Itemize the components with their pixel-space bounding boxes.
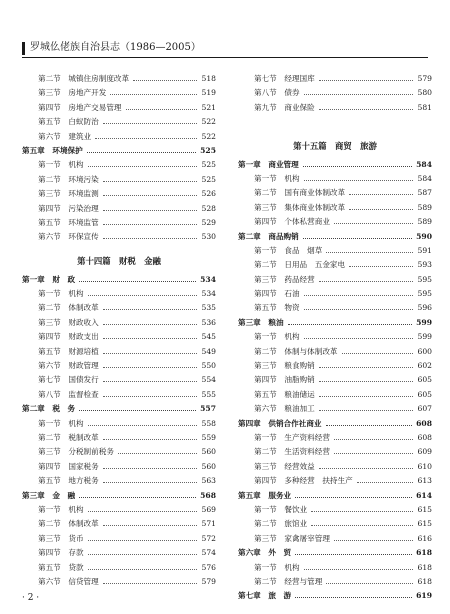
dot-leader xyxy=(88,166,197,167)
toc-section-entry[interactable] xyxy=(22,503,216,517)
entry-title: 第一节 机构 xyxy=(38,418,84,428)
entry-page-number: 602 xyxy=(417,361,432,371)
entry-page-number: 591 xyxy=(417,245,432,255)
toc-section-entry[interactable] xyxy=(22,316,216,330)
entry-page-number: 619 xyxy=(416,591,432,601)
toc-section-entry[interactable] xyxy=(238,258,432,272)
dot-leader xyxy=(304,338,413,339)
dot-leader xyxy=(103,439,197,440)
page-number: · 2 · xyxy=(22,593,40,603)
dot-leader xyxy=(295,597,412,598)
entry-page-number: 584 xyxy=(416,159,432,169)
toc-section-entry[interactable] xyxy=(22,101,216,115)
entry-page-number: 576 xyxy=(201,562,216,572)
entry-title: 第五节 粮油储运 xyxy=(254,389,315,399)
entry-title: 第七节 国债发行 xyxy=(38,375,99,385)
dot-leader xyxy=(349,194,413,195)
dot-leader xyxy=(304,569,413,570)
dot-leader xyxy=(103,525,197,526)
dot-leader xyxy=(103,468,197,469)
toc-left-column xyxy=(22,72,216,589)
dot-leader xyxy=(311,525,413,526)
dot-leader xyxy=(103,210,197,211)
toc-section-entry[interactable] xyxy=(238,373,432,387)
toc-section-entry[interactable] xyxy=(238,359,432,373)
dot-leader xyxy=(79,281,196,282)
dot-leader xyxy=(334,223,413,224)
toc-chapter-entry[interactable] xyxy=(238,546,432,560)
entry-title: 第八节 监督检查 xyxy=(38,389,99,399)
running-header xyxy=(22,40,428,58)
entry-page-number: 560 xyxy=(201,447,216,457)
dot-leader xyxy=(319,410,413,411)
toc-section-entry[interactable] xyxy=(22,417,216,431)
dot-leader xyxy=(288,324,412,325)
dot-leader xyxy=(103,181,197,182)
entry-page-number: 529 xyxy=(201,217,216,227)
entry-title: 第二节 经营与管理 xyxy=(254,576,323,586)
dot-leader xyxy=(303,166,412,167)
entry-page-number: 522 xyxy=(201,117,216,127)
dot-leader xyxy=(88,540,197,541)
entry-page-number: 615 xyxy=(417,504,432,514)
toc-section-entry[interactable] xyxy=(238,561,432,575)
entry-page-number: 618 xyxy=(416,548,432,558)
toc-section-entry[interactable] xyxy=(22,173,216,187)
entry-title: 第五节 财源培植 xyxy=(38,346,99,356)
dot-leader xyxy=(319,468,413,469)
toc-section-entry[interactable] xyxy=(22,202,216,216)
entry-page-number: 618 xyxy=(417,576,432,586)
entry-page-number: 593 xyxy=(417,260,432,270)
dot-leader xyxy=(126,109,197,110)
entry-page-number: 536 xyxy=(201,317,216,327)
toc-chapter-entry[interactable] xyxy=(22,144,216,158)
entry-title: 第五节 白蚁防治 xyxy=(38,117,99,127)
entry-title: 第二节 体制改革 xyxy=(38,303,99,313)
toc-section-entry[interactable] xyxy=(22,359,216,373)
entry-page-number: 595 xyxy=(417,274,432,284)
entry-title: 第四章 供销合作社商业 xyxy=(238,418,322,428)
dot-leader xyxy=(334,540,413,541)
dot-leader xyxy=(326,425,412,426)
entry-page-number: 615 xyxy=(417,519,432,529)
dot-leader xyxy=(349,209,413,210)
entry-page-number: 610 xyxy=(417,461,432,471)
entry-title: 第一章 财 政 xyxy=(22,274,76,284)
entry-title: 第四节 石油 xyxy=(254,289,300,299)
entry-title: 第六节 环保宣传 xyxy=(38,232,99,242)
entry-title: 第三节 经营效益 xyxy=(254,461,315,471)
toc-section-entry[interactable] xyxy=(22,301,216,315)
entry-title: 第二章 商品购销 xyxy=(238,231,299,241)
dot-leader xyxy=(103,482,197,483)
spacer xyxy=(238,115,432,129)
entry-title: 第六章 外 贸 xyxy=(238,548,292,558)
entry-page-number: 595 xyxy=(417,289,432,299)
dot-leader xyxy=(103,195,197,196)
dot-leader xyxy=(103,353,197,354)
dot-leader xyxy=(103,338,197,339)
entry-page-number: 605 xyxy=(417,375,432,385)
toc-chapter-entry[interactable] xyxy=(238,589,432,603)
toc-section-entry[interactable] xyxy=(22,230,216,244)
toc-section-entry[interactable] xyxy=(22,158,216,172)
toc-section-entry[interactable] xyxy=(22,287,216,301)
entry-title: 第七节 经理国库 xyxy=(254,74,315,83)
entry-page-number: 571 xyxy=(201,519,216,529)
toc-section-entry[interactable] xyxy=(238,503,432,517)
dot-leader xyxy=(295,497,412,498)
entry-title: 第五节 物资 xyxy=(254,303,300,313)
entry-page-number: 589 xyxy=(417,202,432,212)
dot-leader xyxy=(88,511,197,512)
dot-leader xyxy=(103,123,197,124)
dot-leader xyxy=(79,497,196,498)
entry-title: 第一节 机构 xyxy=(254,562,300,572)
toc-section-entry[interactable] xyxy=(238,172,432,186)
entry-title: 第三章 金 融 xyxy=(22,490,76,500)
toc-section-entry[interactable] xyxy=(238,273,432,287)
toc-section-entry[interactable] xyxy=(238,186,432,200)
dot-leader xyxy=(103,309,197,310)
entry-page-number: 549 xyxy=(201,346,216,356)
entry-page-number: 525 xyxy=(201,174,216,184)
entry-title: 第一节 餐饮业 xyxy=(254,504,308,514)
entry-title: 第三节 集体商业体制改革 xyxy=(254,202,346,212)
entry-page-number: 518 xyxy=(201,74,216,83)
dot-leader xyxy=(334,453,413,454)
dot-leader xyxy=(103,324,197,325)
entry-title: 第二章 税 务 xyxy=(22,404,76,414)
toc-chapter-entry[interactable] xyxy=(22,402,216,416)
dot-leader xyxy=(118,453,197,454)
entry-title: 第六节 信贷管理 xyxy=(38,576,99,586)
toc-section-entry[interactable] xyxy=(22,130,216,144)
dot-leader xyxy=(326,252,413,253)
toc-section-entry[interactable] xyxy=(22,575,216,589)
toc-section-entry[interactable] xyxy=(238,575,432,589)
toc-section-entry[interactable] xyxy=(238,402,432,416)
entry-page-number: 579 xyxy=(201,576,216,586)
toc-section-entry[interactable] xyxy=(22,517,216,531)
entry-title: 第四节 财政支出 xyxy=(38,332,99,342)
toc-chapter-entry[interactable] xyxy=(238,489,432,503)
dot-leader xyxy=(88,554,197,555)
toc-section-entry[interactable] xyxy=(238,215,432,229)
toc-chapter-entry[interactable] xyxy=(238,417,432,431)
entry-title: 第四节 油脂购销 xyxy=(254,375,315,385)
toc-chapter-entry[interactable] xyxy=(238,158,432,172)
entry-title: 第六节 粮油加工 xyxy=(254,404,315,414)
entry-page-number: 607 xyxy=(417,404,432,414)
toc-section-entry[interactable] xyxy=(238,72,432,86)
entry-title: 第二节 环境污染 xyxy=(38,174,99,184)
entry-page-number: 528 xyxy=(201,203,216,213)
entry-title: 第四节 国家税务 xyxy=(38,461,99,471)
entry-title: 第二节 国有商业体制改革 xyxy=(254,188,346,198)
toc-section-entry[interactable] xyxy=(22,345,216,359)
toc-section-entry[interactable] xyxy=(22,330,216,344)
toc-section-entry[interactable] xyxy=(22,388,216,402)
dot-leader xyxy=(88,569,197,570)
entry-title: 第三节 货币 xyxy=(38,533,84,543)
entry-page-number: 599 xyxy=(416,317,432,327)
toc-section-entry[interactable] xyxy=(238,474,432,488)
part-heading xyxy=(238,130,432,158)
entry-title: 第四节 存款 xyxy=(38,548,84,558)
entry-page-number: 590 xyxy=(416,231,432,241)
entry-title: 第三节 粮食购销 xyxy=(254,361,315,371)
toc-section-entry[interactable] xyxy=(22,115,216,129)
toc-section-entry[interactable] xyxy=(238,301,432,315)
entry-title: 第九节 商业保险 xyxy=(254,102,315,112)
entry-title: 第一节 机构 xyxy=(254,332,300,342)
entry-page-number: 568 xyxy=(200,490,216,500)
toc-chapter-entry[interactable] xyxy=(238,316,432,330)
entry-title: 第五节 环境监管 xyxy=(38,217,99,227)
dot-leader xyxy=(103,381,197,382)
entry-page-number: 559 xyxy=(201,432,216,442)
entry-page-number: 558 xyxy=(201,418,216,428)
dot-leader xyxy=(319,109,413,110)
entry-page-number: 579 xyxy=(417,74,432,83)
part-title: 第十五篇 商贸 旅游 xyxy=(293,140,377,151)
entry-page-number: 557 xyxy=(200,404,216,414)
dot-leader xyxy=(88,295,197,296)
book-title: 罗城仫佬族自治县志（1986—2005） xyxy=(30,42,201,53)
dot-leader xyxy=(342,353,413,354)
entry-title: 第二节 体制与体制改革 xyxy=(254,346,338,356)
entry-page-number: 587 xyxy=(417,188,432,198)
dot-leader xyxy=(304,295,413,296)
entry-page-number: 613 xyxy=(417,476,432,486)
entry-title: 第一节 机构 xyxy=(254,173,300,183)
entry-page-number: 534 xyxy=(200,274,216,284)
toc-section-entry[interactable] xyxy=(238,86,432,100)
entry-page-number: 519 xyxy=(201,88,216,98)
toc-section-entry[interactable] xyxy=(22,474,216,488)
toc-chapter-entry[interactable] xyxy=(22,273,216,287)
entry-page-number: 600 xyxy=(417,346,432,356)
toc-section-entry[interactable] xyxy=(238,460,432,474)
entry-title: 第五节 贷款 xyxy=(38,562,84,572)
entry-page-number: 569 xyxy=(201,504,216,514)
toc-section-entry[interactable] xyxy=(22,72,216,86)
dot-leader xyxy=(133,80,197,81)
dot-leader xyxy=(319,381,413,382)
entry-page-number: 535 xyxy=(201,303,216,313)
entry-page-number: 525 xyxy=(200,145,216,155)
entry-page-number: 555 xyxy=(201,389,216,399)
entry-title: 第四节 污染治理 xyxy=(38,203,99,213)
toc-section-entry[interactable] xyxy=(22,445,216,459)
toc-section-entry[interactable] xyxy=(22,86,216,100)
entry-page-number: 614 xyxy=(416,490,432,500)
entry-page-number: 580 xyxy=(417,88,432,98)
entry-page-number: 534 xyxy=(201,289,216,299)
entry-title: 第三节 房地产开发 xyxy=(38,88,107,98)
toc-chapter-entry[interactable] xyxy=(238,230,432,244)
toc-section-entry[interactable] xyxy=(238,244,432,258)
entry-page-number: 584 xyxy=(417,173,432,183)
entry-page-number: 526 xyxy=(201,189,216,199)
entry-page-number: 530 xyxy=(201,232,216,242)
entry-page-number: 581 xyxy=(417,102,432,112)
dot-leader xyxy=(103,238,197,239)
entry-page-number: 609 xyxy=(417,447,432,457)
toc-section-entry[interactable] xyxy=(238,201,432,215)
entry-page-number: 525 xyxy=(201,160,216,170)
entry-page-number: 522 xyxy=(201,131,216,141)
entry-title: 第一节 机构 xyxy=(38,160,84,170)
part-title: 第十四篇 财税 金融 xyxy=(77,255,161,266)
entry-title: 第一章 商业管理 xyxy=(238,159,299,169)
dot-leader xyxy=(95,138,197,139)
toc-section-entry[interactable] xyxy=(238,445,432,459)
entry-page-number: 599 xyxy=(417,332,432,342)
entry-page-number: 596 xyxy=(417,303,432,313)
entry-title: 第三节 药品经营 xyxy=(254,274,315,284)
entry-title: 第六节 财政管理 xyxy=(38,361,99,371)
entry-page-number: 616 xyxy=(417,533,432,543)
dot-leader xyxy=(87,152,196,153)
entry-title: 第三节 环境监测 xyxy=(38,189,99,199)
dot-leader xyxy=(295,554,412,555)
dot-leader xyxy=(319,396,413,397)
entry-title: 第二节 生活资料经营 xyxy=(254,447,330,457)
dot-leader xyxy=(79,410,196,411)
dot-leader xyxy=(357,482,413,483)
toc-section-entry[interactable] xyxy=(238,345,432,359)
entry-title: 第三节 家禽屠宰管理 xyxy=(254,533,330,543)
header-marker-bar xyxy=(22,42,25,55)
entry-title: 第一节 机构 xyxy=(38,504,84,514)
entry-title: 第二节 旅馆业 xyxy=(254,519,308,529)
entry-title: 第四节 个体私营商业 xyxy=(254,217,330,227)
dot-leader xyxy=(103,583,197,584)
dot-leader xyxy=(349,266,413,267)
toc-section-entry[interactable] xyxy=(238,330,432,344)
dot-leader xyxy=(304,180,413,181)
entry-title: 第三节 财政收入 xyxy=(38,317,99,327)
dot-leader xyxy=(304,309,413,310)
toc-section-entry[interactable] xyxy=(22,546,216,560)
dot-leader xyxy=(103,224,197,225)
part-heading xyxy=(22,245,216,273)
entry-page-number: 574 xyxy=(201,548,216,558)
toc-section-entry[interactable] xyxy=(22,373,216,387)
dot-leader xyxy=(303,238,412,239)
entry-page-number: 618 xyxy=(417,562,432,572)
entry-page-number: 589 xyxy=(417,217,432,227)
entry-title: 第五节 地方税务 xyxy=(38,476,99,486)
toc-section-entry[interactable] xyxy=(22,431,216,445)
dot-leader xyxy=(103,396,197,397)
toc-chapter-entry[interactable] xyxy=(22,489,216,503)
entry-page-number: 560 xyxy=(201,461,216,471)
entry-title: 第二节 城镇住房制度改革 xyxy=(38,74,130,83)
dot-leader xyxy=(304,94,413,95)
entry-title: 第一节 机构 xyxy=(38,289,84,299)
entry-title: 第二节 日用品 五金家电 xyxy=(254,260,346,270)
dot-leader xyxy=(334,439,413,440)
toc-section-entry[interactable] xyxy=(238,287,432,301)
entry-page-number: 563 xyxy=(201,476,216,486)
toc-section-entry[interactable] xyxy=(22,187,216,201)
entry-title: 第四节 多种经营 扶持生产 xyxy=(254,476,353,486)
toc-section-entry[interactable] xyxy=(22,532,216,546)
toc-section-entry[interactable] xyxy=(238,517,432,531)
dot-leader xyxy=(88,425,197,426)
dot-leader xyxy=(319,367,413,368)
dot-leader xyxy=(319,281,413,282)
entry-page-number: 572 xyxy=(201,533,216,543)
entry-title: 第五章 服务业 xyxy=(238,490,292,500)
header-rule xyxy=(22,57,428,58)
entry-title: 第五章 环境保护 xyxy=(22,145,83,155)
entry-title: 第六节 建筑业 xyxy=(38,131,92,141)
entry-page-number: 554 xyxy=(201,375,216,385)
entry-title: 第二节 税制改革 xyxy=(38,432,99,442)
toc-section-entry[interactable] xyxy=(22,561,216,575)
entry-title: 第一节 食品 烟草 xyxy=(254,245,323,255)
dot-leader xyxy=(110,94,197,95)
entry-title: 第二节 体制改革 xyxy=(38,519,99,529)
dot-leader xyxy=(326,583,413,584)
toc-section-entry[interactable] xyxy=(238,101,432,115)
toc-section-entry[interactable] xyxy=(22,460,216,474)
entry-title: 第八节 债券 xyxy=(254,88,300,98)
toc-section-entry[interactable] xyxy=(238,388,432,402)
dot-leader xyxy=(311,511,413,512)
entry-page-number: 545 xyxy=(201,332,216,342)
entry-page-number: 608 xyxy=(417,432,432,442)
entry-title: 第一节 生产资料经营 xyxy=(254,432,330,442)
dot-leader xyxy=(103,367,197,368)
entry-page-number: 608 xyxy=(416,418,432,428)
toc-section-entry[interactable] xyxy=(22,216,216,230)
entry-title: 第四节 房地产交易管理 xyxy=(38,102,122,112)
toc-section-entry[interactable] xyxy=(238,532,432,546)
dot-leader xyxy=(319,80,413,81)
toc-right-column xyxy=(238,72,432,604)
toc-section-entry[interactable] xyxy=(238,431,432,445)
entry-page-number: 521 xyxy=(201,102,216,112)
entry-page-number: 605 xyxy=(417,389,432,399)
entry-title: 第七章 旅 游 xyxy=(238,591,292,601)
entry-page-number: 550 xyxy=(201,361,216,371)
entry-title: 第三章 粮油 xyxy=(238,317,284,327)
entry-title: 第三节 分税制前税务 xyxy=(38,447,114,457)
